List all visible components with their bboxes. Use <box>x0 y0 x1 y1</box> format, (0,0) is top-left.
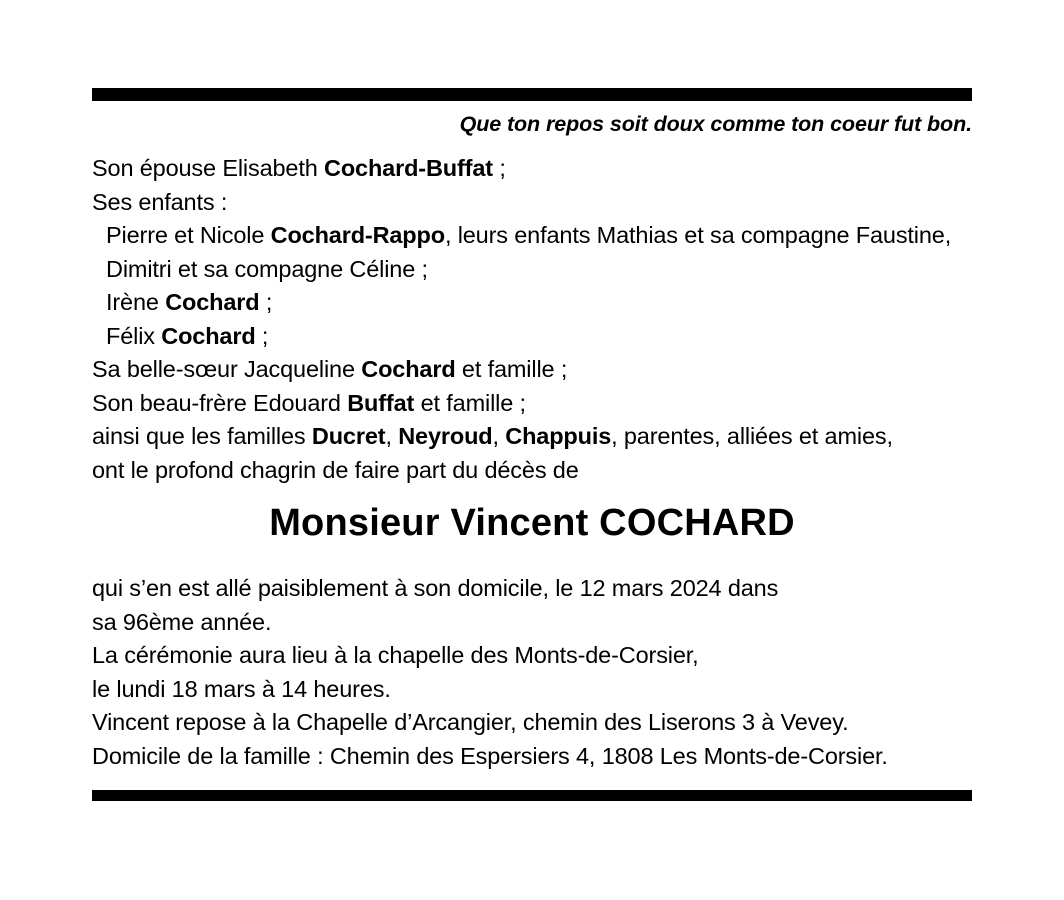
notice-line-passing <box>92 572 972 606</box>
epigraph: Que ton repos soit doux comme ton coeur fut bon. <box>459 112 972 136</box>
emphasized-name: Cochard <box>165 289 260 315</box>
emphasized-name: Cochard <box>361 356 456 382</box>
notice-line-family-address <box>92 740 972 774</box>
top-rule <box>92 88 972 101</box>
text-run: , parentes, alliées et amies, <box>611 423 893 449</box>
text-run: Son beau-frère Edouard <box>92 389 348 416</box>
emphasized-name: Cochard-Rappo <box>270 222 445 248</box>
text-run: ; <box>259 289 273 315</box>
text-run: La cérémonie aura lieu à la chapelle des Monts-de-Corsier, <box>92 642 699 668</box>
notice-line-spouse <box>92 152 972 186</box>
notice-line-repose <box>92 706 972 740</box>
notice-line-ceremony-place <box>92 639 972 673</box>
notice-line-child-pierre-nicole <box>92 219 972 286</box>
text-run: sa 96ème année. <box>92 608 272 635</box>
notice-line-children-heading <box>92 186 972 220</box>
text-run: ainsi que les familles <box>92 423 312 449</box>
text-run: Irène <box>106 289 166 315</box>
survivors-block <box>92 152 972 487</box>
notice-line-sister-in-law <box>92 353 972 387</box>
emphasized-name: Ducret <box>311 423 386 449</box>
death-notice <box>92 0 972 900</box>
text-run: ; <box>255 322 269 349</box>
text-run: Domicile de la famille : Chemin des Espersiers 4, 1808 Les Monts-de-Corsier. <box>92 742 888 769</box>
emphasized-name: Cochard <box>161 322 256 349</box>
emphasized-name: Buffat <box>347 389 415 416</box>
text-run: et famille ; <box>455 356 568 382</box>
text-run: ; <box>492 155 506 181</box>
text-run: , <box>492 423 506 449</box>
text-run: , <box>385 423 399 449</box>
notice-line-child-irene <box>92 286 972 320</box>
ceremony-block <box>92 572 972 773</box>
notice-line-announcement <box>92 454 972 488</box>
text-run: , leurs enfants Mathias et sa compagne Faustine, Dimitri et sa compagne Céline ; <box>106 222 952 282</box>
text-run: Ses enfants : <box>92 188 228 215</box>
text-run: Pierre et Nicole <box>106 222 271 248</box>
text-run: Félix <box>106 322 162 349</box>
notice-line-families <box>92 420 972 454</box>
bottom-rule <box>92 790 972 801</box>
emphasized-name: Neyroud <box>398 423 493 449</box>
text-run: ont le profond chagrin de faire part du décès de <box>92 456 579 483</box>
notice-line-age <box>92 606 972 640</box>
text-run: Sa belle-sœur Jacqueline <box>92 356 362 382</box>
text-run: Vincent repose à la Chapelle d’Arcangier, chemin des Liserons 3 à Vevey. <box>92 709 849 735</box>
deceased-name: Monsieur Vincent COCHARD <box>269 502 795 544</box>
notice-line-child-felix <box>92 320 972 354</box>
text-run: Son épouse Elisabeth <box>92 155 325 181</box>
emphasized-name: Chappuis <box>505 423 612 449</box>
text-run: le lundi 18 mars à 14 heures. <box>92 675 391 702</box>
notice-line-ceremony-time <box>92 673 972 707</box>
text-run: et famille ; <box>414 389 526 416</box>
emphasized-name: Cochard-Buffat <box>324 155 493 181</box>
notice-line-brother-in-law <box>92 387 972 421</box>
text-run: qui s’en est allé paisiblement à son domicile, le 12 mars 2024 dans <box>92 575 779 601</box>
